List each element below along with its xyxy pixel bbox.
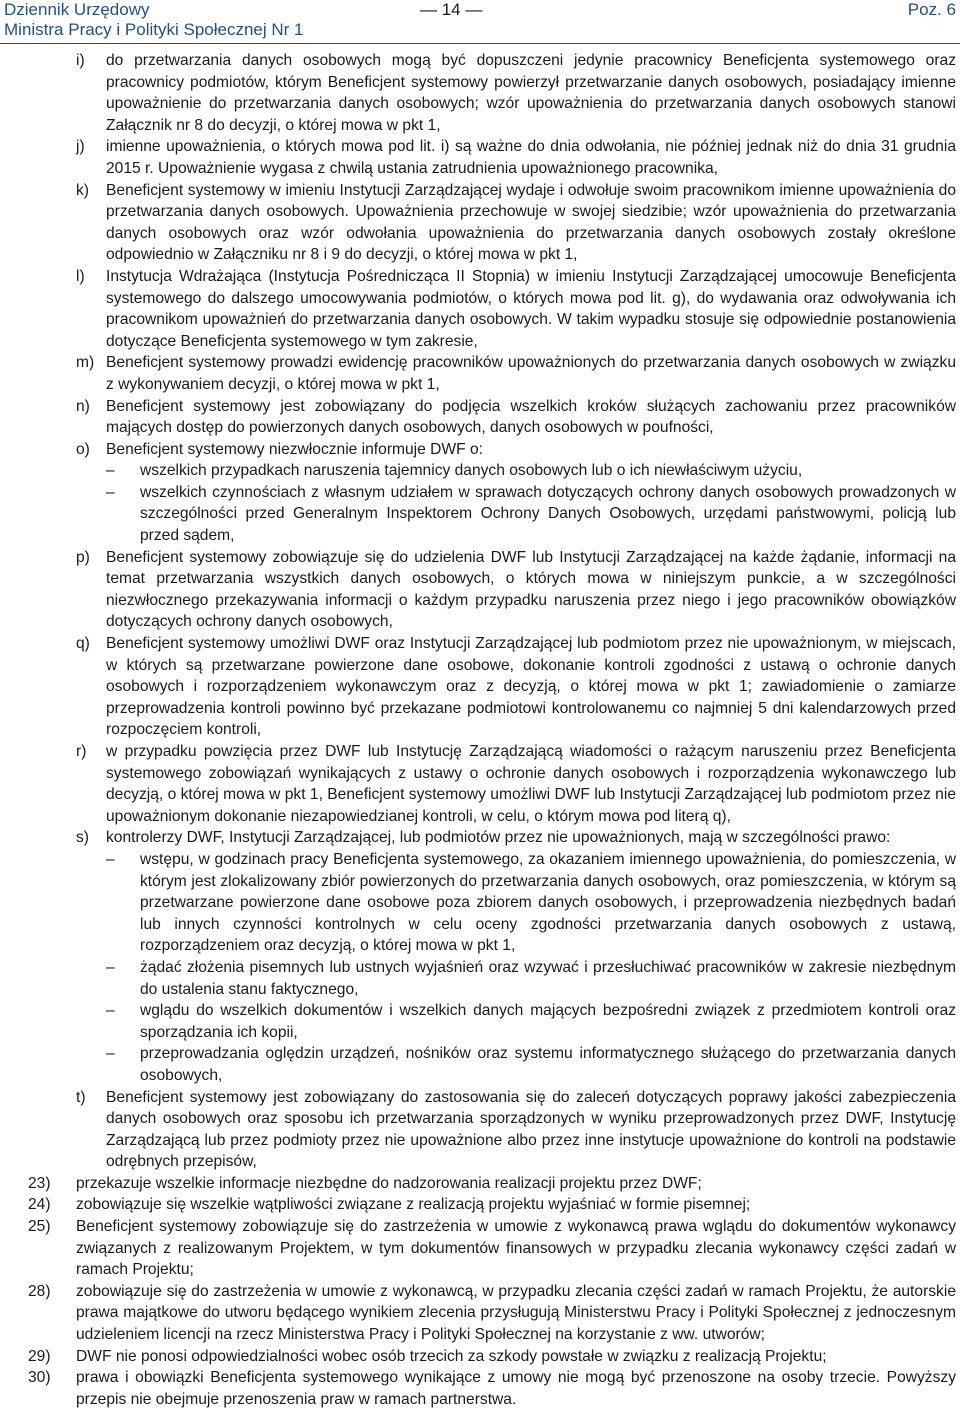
position-number: Poz. 6 [907,0,956,19]
item-text: do przetwarzania danych osobowych mogą być dopuszczeni jedynie pracownicy Beneficjenta systemowego oraz pracownicy podmiotów, którym Beneficjent systemowy powierzył przetwarzanie danych osobowych, posiadający imienne upoważnienie do przetwarzania danych osobowych; wzór upoważnienia do przetwarzania danych osobowych stanowi Załącznik nr 8 do decyzji, o której mowa w pkt 1, [106,52,956,134]
list-item-j [0,136,960,179]
list-item-q [0,633,960,741]
journal-subtitle: Ministra Pracy i Polityki Społecznej Nr 1 [4,20,304,39]
item-text: kontrolerzy DWF, Instytucji Zarządzającej, lub podmiotów przez nie upoważnionych, mają w szczególności prawo: [106,829,891,847]
item-label: k) [76,181,89,199]
dash-bullet: – [106,958,115,976]
point-text: Beneficjent systemowy zobowiązuje się do zastrzeżenia w umowie z wykonawcą prawa wglądu do dokumentów wykonawcy związanych z realizowanym Projektem, w tym dokumentów finansowych w przypadku zlecania wykonawcy części zadań w ramach Projektu; [76,1218,956,1279]
item-text: Beneficjent systemowy jest zobowiązany do podjęcia wszelkich kroków służących zachowaniu przez pracowników mających dostęp do powierzonych danych osobowych, danych osobowych w poufności, [106,397,956,437]
sub-item-text: przeprowadzania oględzin urządzeń, nośników oraz systemu informatycznego służącego do przetwarzania danych osobowych, [140,1045,956,1084]
sub-item [0,460,960,482]
journal-title: Dziennik Urzędowy [4,0,150,19]
header-rule [0,43,960,44]
item-text: Beneficjent systemowy w imieniu Instytucji Zarządzającej wydaje i odwołuje swoim pracownikom imienne upoważnienia do przetwarzania danych osobowych. Upoważnienia przechowuje w swojej siedzibie; wzór upoważnienia do przetwarzania danych osobowych oraz wzór odwołania upoważnienia do przetwarzania danych osobowych zostały określone odpowiednio w Załączniku nr 8 i 9 do decyzji, o której mowa w pkt 1, [106,181,956,264]
sub-item [0,957,960,1000]
point-text: przekazuje wszelkie informacje niezbędne do nadzorowania realizacji projektu przez DWF; [76,1174,702,1192]
item-text: w przypadku powzięcia przez DWF lub Instytucję Zarządzającą wiadomości o rażącym naruszeniu przez Beneficjenta systemowego zobowiązań wynikających z ustawy o ochronie danych osobowych i rozporządzenia wykonawczego lub decyzją, o której mowa w pkt 1, Beneficjent systemowy umożliwi DWF lub Instytucji Zarządzającej lub podmiotom przez nie upoważnionym dokonanie niezapowiedzianej kontroli, w celu, o którym mowa pod literą q), [106,743,956,825]
item-text: Beneficjent systemowy jest zobowiązany do zastosowania się do zaleceń dotyczących poprawy jakości zabezpieczenia danych osobowych oraz sposobu ich przetwarzania sporządzonych w wyniku przeprowadzonych przez DWF, Instytucję Zarządzającą lub przez podmioty przez nie upoważnione albo przez inne instytucje upoważnione do kontroli na podstawie odrębnych przepisów, [106,1088,956,1171]
point-25 [0,1216,960,1281]
page-header [0,0,960,44]
list-item-p [0,547,960,633]
dash-bullet: – [106,483,115,501]
sub-item-text: żądać złożenia pisemnych lub ustnych wyjaśnień oraz wzywać i przesłuchiwać pracowników w zakresie niezbędnym do ustalenia stanu faktycznego, [140,958,956,998]
dash-bullet: – [106,1002,115,1020]
list-item-i [0,50,960,136]
point-text: prawa i obowiązki Beneficjenta systemowego wynikające z umowy nie mogą być przenoszone na osoby trzecie. Powyższy przepis nie obejmuje przenoszenia praw w ramach partnerstwa. [76,1369,956,1408]
item-label: o) [76,440,90,458]
sub-item-text: wszelkich przypadkach naruszenia tajemnicy danych osobowych lub o ich niewłaściwym użyciu, [140,462,803,480]
sub-item-text: wstępu, w godzinach pracy Beneficjenta systemowego, za okazaniem imiennego upoważnienia, do pomieszczenia, w którym jest zlokalizowany zbiór powierzonych do przetwarzania danych osobowych, oraz pomieszczenia, w którym są przetwarzane powierzone dane osobowe poza zbiorem danych osobowych, i przeprowadzenia niezbędnych badań lub innych czynności kontrolnych w celu oceny zgodności przetwarzania danych osobowych z ustawą, rozporządzeniem oraz decyzją, o której mowa w pkt 1, [140,850,956,955]
point-29 [0,1346,960,1368]
sub-item-text: wszelkich czynnościach z własnym udziałem w sprawach dotyczących ochrony danych osobowych prowadzonych w szczególności przed Generalnym Inspektorem Ochrony Danych Osobowych, urzędami państwowymi, policją lub przed sądem, [140,483,956,545]
item-label: l) [76,267,85,285]
list-item-m [0,352,960,395]
item-label: j) [76,138,85,156]
item-label: n) [76,397,90,415]
list-item-k [0,180,960,266]
page-number: — 14 — [420,0,483,19]
item-text: Beneficjent systemowy zobowiązuje się do udzielenia DWF lub Instytucji Zarządzającej na każde żądanie, informacji na temat przetwarzania wszystkich danych osobowych, o których mowa w niniejszym punkcie, a w szczególności niezwłocznego przekazywania informacji o każdym przypadku naruszenia przez niego i jego pracowników obowiązków dotyczących ochrony danych osobowych, [106,548,956,631]
item-text: Beneficjent systemowy umożliwi DWF oraz Instytucji Zarządzającej lub podmiotom przez nie upoważnionym, w miejscach, w których są przetwarzane powierzone dane osobowe, dokonanie kontroli zgodności z ustawą o ochronie danych osobowych i rozporządzeniem wykonawczym oraz z decyzją, o której mowa w pkt 1; zawiadomienie o zamiarze przeprowadzenia kontroli powinno być przekazane podmiotowi kontrolowanemu co najmniej 5 dni kalendarzowych przed rozpoczęciem kontroli, [106,635,956,739]
point-label: 30) [28,1369,51,1387]
sub-item [0,1000,960,1043]
sub-item [0,1043,960,1086]
point-label: 28) [28,1282,51,1300]
item-text: Beneficjent systemowy prowadzi ewidencję pracowników upoważnionych do przetwarzania danych osobowych w związku z wykonywaniem decyzji, o której mowa w pkt 1, [106,354,956,393]
dash-bullet: – [106,1045,115,1063]
point-30 [0,1367,960,1410]
point-28 [0,1281,960,1346]
sub-item-text: wglądu do wszelkich dokumentów i wszelkich danych mających bezpośredni związek z przedmiotem kontroli oraz sporządzania ich kopii, [140,1002,956,1041]
document-body [0,50,960,1410]
sub-item [0,849,960,957]
dash-bullet: – [106,850,115,868]
point-text: zobowiązuje się do zastrzeżenia w umowie z wykonawcą, w przypadku zlecania części zadań w ramach Projektu, że autorskie prawa majątkowe do utworu będącego wynikiem zlecenia przysługują Ministerstwu Pracy i Polityki Społecznej z jednoczesnym udzieleniem licencji na rzecz Ministerstwa Pracy i Polityki Społecznej na korzystanie z ww. utworów; [76,1282,956,1344]
item-label: i) [76,52,85,69]
dash-bullet: – [106,462,115,480]
sub-item [0,482,960,547]
list-item-r [0,741,960,827]
point-label: 23) [28,1174,51,1192]
item-label: s) [76,829,89,847]
item-label: p) [76,548,90,566]
item-label: t) [76,1088,86,1106]
point-text: zobowiązuje się wszelkie wątpliwości związane z realizacją projektu wyjaśniać w formie pisemnej; [76,1196,751,1214]
list-item-l [0,266,960,352]
item-label: q) [76,635,90,653]
item-text: Instytucja Wdrażająca (Instytucja Pośrednicząca II Stopnia) w imieniu Instytucji Zarządzającej umocowuje Beneficjenta systemowego do dalszego umocowywania podmiotów, o których mowa pod lit. g), do wydawania oraz odwoływania ich pracownikom upoważnień do przetwarzania danych osobowych. W takim wypadku stosuje się odpowiednie postanowienia dotyczące Beneficjenta systemowego w tym zakresie, [106,267,956,350]
item-text: imienne upoważnienia, o których mowa pod lit. i) są ważne do dnia odwołania, nie później jednak niż do dnia 31 grudnia 2015 r. Upoważnienie wygasa z chwilą ustania zatrudnienia upoważnionego pracownika, [106,138,956,177]
list-item-n [0,396,960,439]
point-label: 29) [28,1347,51,1365]
point-label: 25) [28,1218,51,1236]
item-label: r) [76,743,87,760]
list-item-t [0,1087,960,1173]
point-24 [0,1194,960,1216]
point-23 [0,1173,960,1195]
item-label: m) [76,354,95,372]
list-item-o [0,439,960,461]
point-label: 24) [28,1196,51,1214]
point-text: DWF nie ponosi odpowiedzialności wobec osób trzecich za szkody powstałe w związku z realizacją Projektu; [76,1347,827,1365]
item-text: Beneficjent systemowy niezwłocznie informuje DWF o: [106,440,483,458]
list-item-s [0,827,960,849]
